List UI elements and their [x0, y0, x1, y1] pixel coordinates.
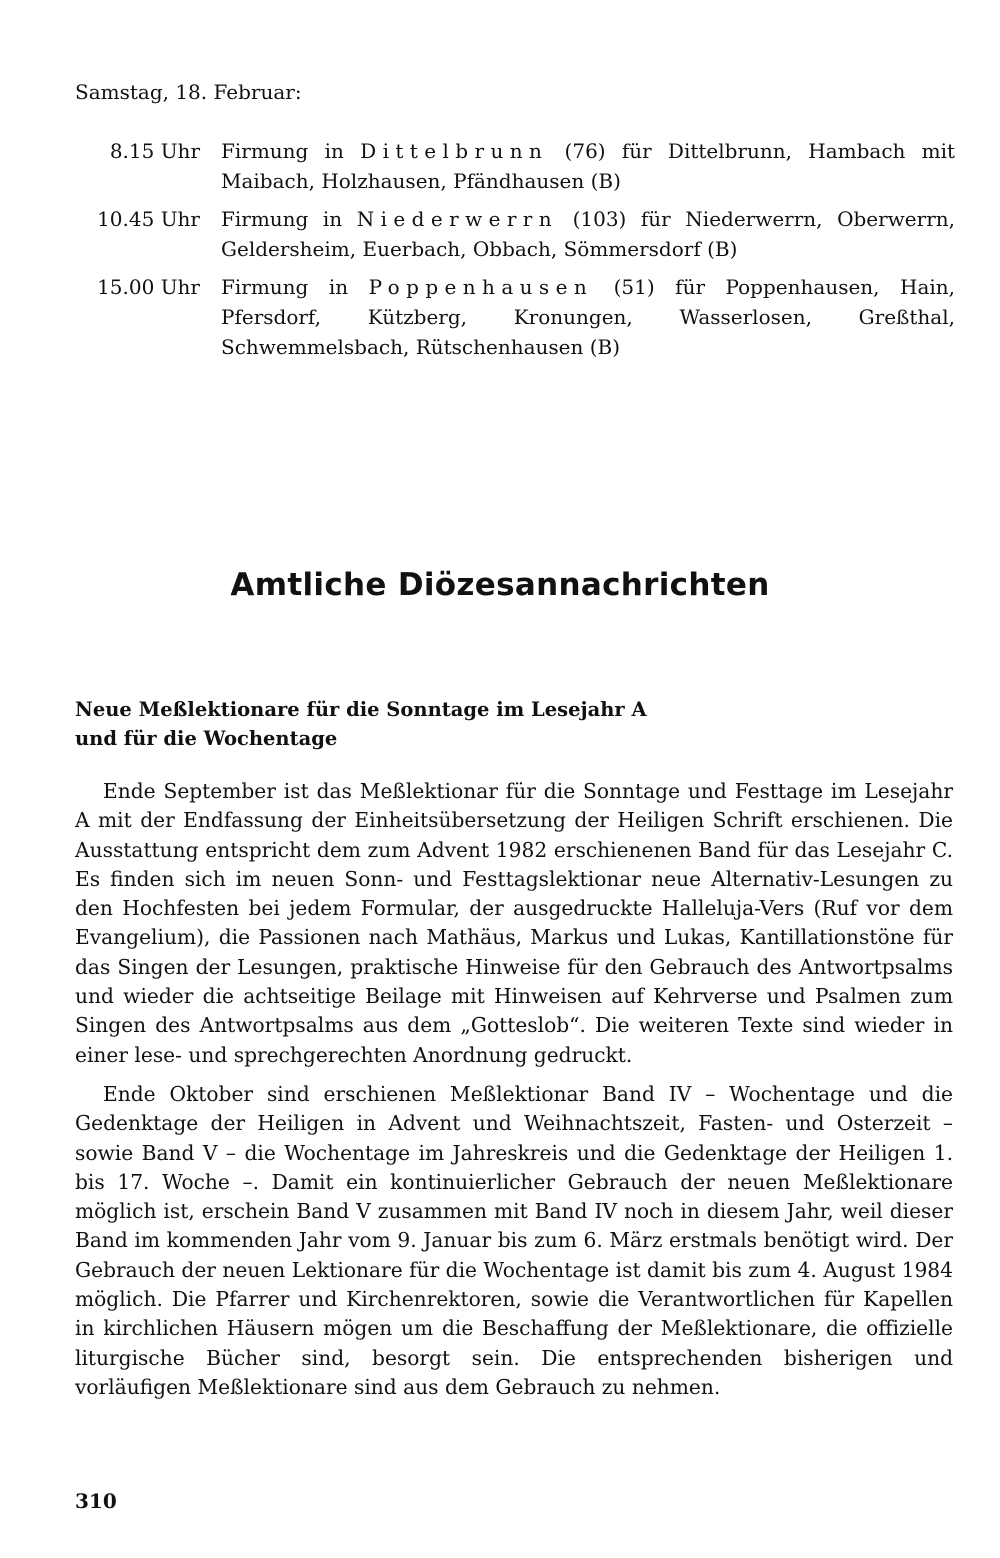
article-heading — [75, 695, 775, 753]
schedule-entry — [75, 204, 955, 264]
entry-prefix: Firmung in — [221, 139, 344, 163]
schedule-entry — [75, 136, 955, 196]
article-heading-line-1: Neue Meßlektionare für die Sonntage im Lesejahr A — [75, 698, 647, 721]
entry-text: (76) für Dittelbrunn, Hambach mit Maibach, Holzhausen, Pfändhausen (B) — [221, 139, 956, 193]
entry-description — [200, 136, 955, 196]
schedule-day-heading: Samstag, 18. Februar: — [75, 80, 302, 104]
entry-place: Niederwerrn — [356, 207, 559, 231]
entry-text: (103) für Niederwerrn, Oberwerrn, Geldersheim, Euerbach, Obbach, Sömmersdorf (B) — [221, 207, 955, 261]
article-paragraph: Ende September ist das Meßlektionar für die Sonntage und Festtage im Lesejahr A mit der Endfassung der Einheitsübersetzung der Heiligen Schrift erschienen. Die Ausstattung entspricht dem zum Advent 1982 erschienenen Band für das Lesejahr C. Es finden sich im neuen Sonn- und Festtagslektionar neue Alternativ-Lesungen zu den Hochfesten bei jedem Formular, der ausgedruckte Halleluja-Vers (Ruf vor dem Evangelium), die Passionen nach Mathäus, Markus und Lukas, Kantillationstöne für das Singen der Lesungen, praktische Hinweise für den Gebrauch des Antwortpsalms und wieder die achtseitige Beilage mit Hinweisen auf Kehrverse und Psalmen zum Singen des Antwortpsalms aus dem „Gotteslob“. Die weiteren Texte sind wieder in einer lese- und sprechgerechten Anordnung gedruckt. — [75, 779, 953, 1067]
entry-text: (51) für Poppenhausen, Hain, Pfersdorf, Kützberg, Kronungen, Wasserlosen, Greßthal, Schwemmelsbach, Rütschenhausen (B) — [221, 275, 956, 359]
entry-time: 15.00 Uhr — [97, 275, 200, 299]
section-title: Amtliche Diözesannachrichten — [230, 567, 770, 603]
entry-time: 10.45 Uhr — [97, 207, 200, 231]
entry-time: 8.15 Uhr — [109, 139, 200, 163]
article-heading-line-2: und für die Wochentage — [75, 727, 338, 750]
entry-place: Poppenhausen — [368, 275, 594, 299]
entry-description — [200, 272, 955, 362]
entry-description — [200, 204, 955, 264]
entry-place: Dittelbrunn — [360, 139, 549, 163]
page-number: 310 — [75, 1489, 117, 1513]
entry-prefix: Firmung in — [221, 207, 343, 231]
schedule-entry — [75, 272, 955, 362]
entry-prefix: Firmung in — [221, 275, 349, 299]
article-body — [75, 777, 953, 1412]
article-paragraph: Ende Oktober sind erschienen Meßlektionar Band IV – Wochentage und die Gedenktage der Heiligen in Advent und Weihnachtszeit, Fasten- und Osterzeit – sowie Band V – die Wochentage im Jahreskreis und die Gedenktage der Heiligen 1. bis 17. Woche –. Damit ein kontinuierlicher Gebrauch der neuen Meßlektionare möglich ist, erschein Band V zusammen mit Band IV noch in diesem Jahr, weil dieser Band im kommenden Jahr vom 9. Januar bis zum 6. März erstmals benötigt wird. Der Gebrauch der neuen Lektionare für die Wochentage ist damit bis zum 4. August 1984 möglich. Die Pfarrer und Kirchenrektoren, sowie die Verantwortlichen für Kapellen in kirchlichen Häusern mögen um die Beschaffung der Meßlektionare, die offizielle liturgische Bücher sind, besorgt sein. Die entsprechenden bisherigen und vorläufigen Meßlektionare sind aus dem Gebrauch zu nehmen. — [75, 1081, 953, 1399]
confirmation-schedule — [75, 136, 955, 370]
